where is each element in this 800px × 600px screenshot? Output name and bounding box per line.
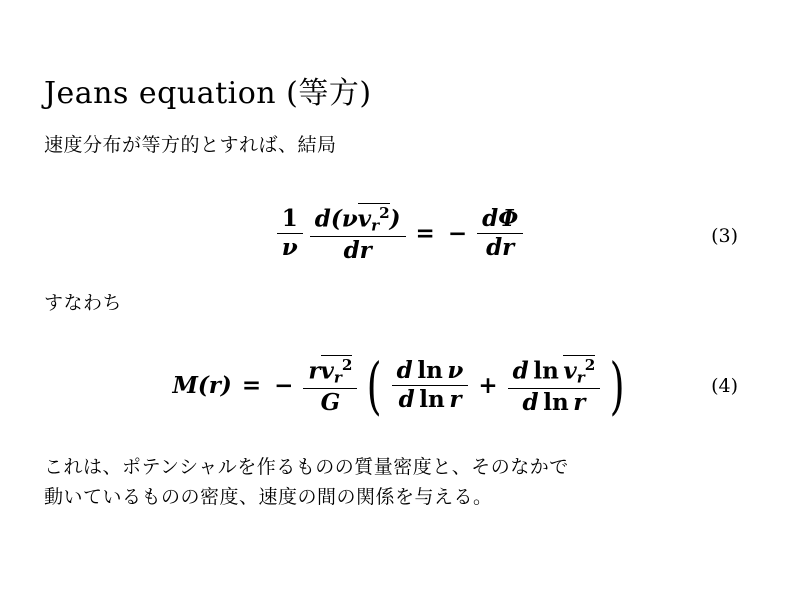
equation-3 [0, 196, 800, 272]
subscript-r: r [576, 368, 585, 387]
mass-function-lhs: M(r) [172, 372, 232, 400]
minus-sign: − [274, 372, 294, 400]
superscript-2: 2 [379, 203, 390, 222]
ln-operator: ln [533, 357, 559, 385]
closing-paragraph [44, 452, 569, 512]
denominator: dr [486, 234, 515, 262]
numerator [303, 355, 357, 389]
page-title: Jeans equation (等方) [44, 76, 372, 111]
v-r-squared-overline [358, 204, 390, 235]
numerator [310, 203, 406, 237]
fraction-dphi-over-dr [477, 205, 523, 263]
equation-4-expression [172, 348, 627, 422]
fraction-r-vr2-over-G [303, 355, 357, 417]
denominator [394, 386, 467, 414]
plus-sign: + [478, 372, 498, 400]
equals-sign: = [241, 372, 262, 400]
nu-symbol: ν [447, 357, 464, 385]
r-symbol: r [449, 386, 462, 414]
superscript-2: 2 [341, 355, 353, 374]
v-r-squared-overline [321, 356, 353, 387]
equation-3-expression [277, 203, 523, 265]
d-symbol: d [512, 357, 529, 385]
d-symbol: d [396, 357, 413, 385]
v-r-squared-overline [563, 356, 595, 387]
v-symbol: v [357, 205, 372, 233]
numerator: dΦ [477, 205, 523, 234]
nu-symbol: ν [341, 205, 358, 233]
superscript-2: 2 [584, 355, 596, 374]
denominator [518, 389, 591, 417]
ln-operator: ln [419, 386, 445, 414]
minus-sign: − [447, 220, 468, 248]
v-symbol: v [320, 357, 334, 385]
equation-4 [0, 348, 800, 424]
r-symbol: r [573, 388, 586, 416]
fraction-dlnnu-over-dlnr [392, 357, 469, 415]
numerator [508, 355, 601, 389]
d-symbol: d [398, 386, 415, 414]
equation-number-3: (3) [711, 225, 738, 247]
numerator: 1 [277, 205, 303, 234]
fraction-one-over-nu [277, 205, 303, 263]
equals-sign: = [415, 220, 435, 248]
v-symbol: v [563, 357, 577, 385]
r-symbol: r [308, 357, 321, 385]
equation-number-4: (4) [711, 375, 738, 397]
denominator: dr [343, 236, 372, 264]
d-paren-open: d( [314, 205, 342, 233]
ln-operator: ln [543, 388, 569, 416]
paren-close: ) [609, 348, 625, 422]
intro-text-line: 速度分布が等方的とすれば、結局 [44, 134, 337, 156]
denominator: G [320, 388, 341, 416]
closing-paragraph-line-2: 動いているものの密度、速度の間の関係を与える。 [44, 486, 493, 508]
closing-paragraph-line-1: これは、ポテンシャルを作るものの質量密度と、そのなかで [44, 456, 569, 478]
denominator: ν [281, 234, 298, 262]
transition-text-line: すなわち [44, 292, 123, 314]
fraction-d-nu-vr2-over-dr [310, 203, 406, 265]
subscript-r: r [371, 216, 380, 235]
paren-open: ( [367, 348, 383, 422]
d-symbol: d [522, 388, 539, 416]
subscript-r: r [333, 368, 342, 387]
ln-operator: ln [417, 357, 443, 385]
numerator [392, 357, 469, 386]
paren-close: ) [389, 205, 401, 233]
fraction-dlnvr2-over-dlnr [508, 355, 601, 417]
